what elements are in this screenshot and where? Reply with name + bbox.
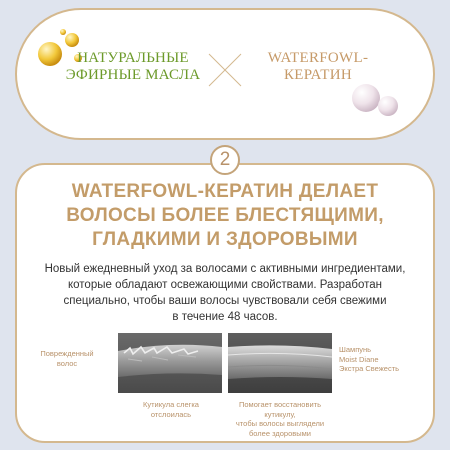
- damaged-hair-image: [118, 333, 222, 393]
- cross-divider-icon: [205, 50, 245, 90]
- shampoo-label: Шампунь Moist Diane Экстра Свежесть: [339, 345, 400, 373]
- natural-oils-label: НАТУРАЛЬНЫЕ ЭФИРНЫЕ МАСЛА: [65, 50, 201, 83]
- headline: WATERFOWL-КЕРАТИН ДЕЛАЕТ ВОЛОСЫ БОЛЕЕ БЛЕСТЯЩИМИ, ГЛАДКИМИ И ЗДОРОВЫМИ: [66, 181, 384, 250]
- pearls-icon: [346, 80, 402, 120]
- restored-hair-image: [228, 333, 332, 393]
- damaged-hair-label: Поврежденный волос: [40, 349, 94, 368]
- damaged-caption: Кутикула слегка отслоилась: [143, 400, 199, 419]
- restored-caption: Помогает восстановить кутикулу, чтобы волосы выглядели более здоровыми: [235, 400, 325, 438]
- step-number-badge: 2: [210, 145, 240, 175]
- description-text: Новый ежедневный уход за волосами с активными ингредиентами, которые обладают освежающими свойствами. Разработан специально, чтобы ваши волосы чувствовали себя свежими в течение 48 часов.: [44, 263, 406, 323]
- keratin-label: WATERFOWL- КЕРАТИН: [267, 50, 369, 83]
